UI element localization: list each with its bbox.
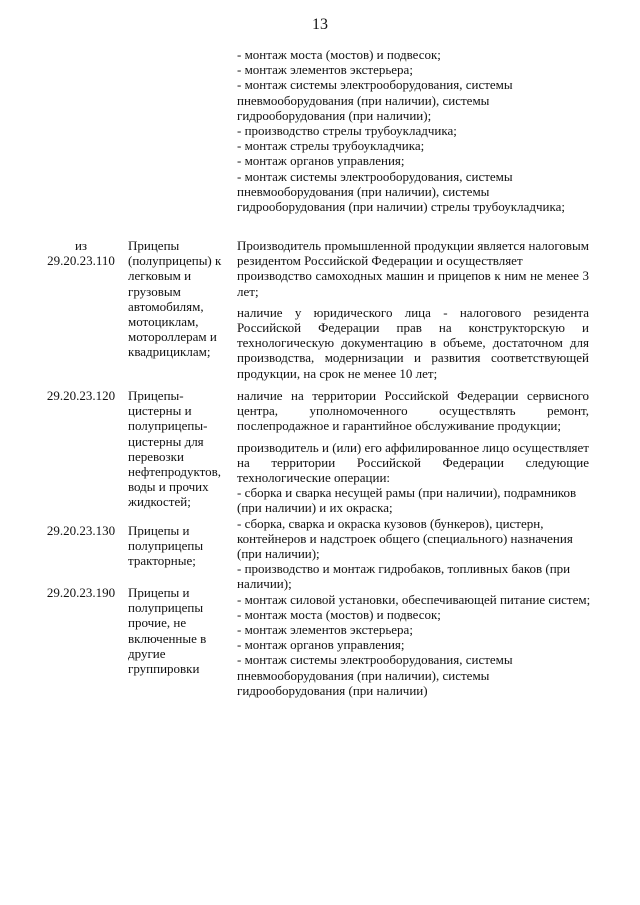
text-line: Производитель промышленной продукции является налоговым (237, 238, 589, 253)
text-line: нефтепродуктов, (128, 464, 221, 480)
text-line: жидкостей; (128, 494, 191, 510)
code-number: 29.20.23.130 (46, 523, 116, 538)
product-requirements (237, 388, 589, 698)
text-line: послепродажное и гарантийное обслуживание продукции; (237, 418, 561, 434)
text-line: Прицепы (128, 238, 180, 253)
text-line: продукции, на срок не менее 10 лет; (237, 365, 438, 381)
text-line: группировки (128, 661, 200, 677)
product-name (128, 388, 228, 510)
requirement-paragraph (237, 440, 589, 698)
text-line: - монтаж моста (мостов) и подвесок; (237, 606, 441, 622)
text-line: - сборка, сварка и окраска кузовов (бункеров), цистерн, (237, 515, 544, 531)
text-line: контейнеров и надстроек общего (специального) назначения (237, 530, 573, 546)
text-line: - монтаж органов управления; (237, 637, 405, 653)
text-line: прочие, не (128, 615, 187, 631)
product-code (36, 388, 126, 403)
text-line: Российской Федерации прав на конструкторскую и (237, 320, 589, 336)
product-code (36, 238, 126, 268)
text-line: - монтаж элементов экстерьера; (237, 62, 413, 78)
product-name (128, 523, 228, 569)
text-line: - монтаж элементов экстерьера; (237, 622, 413, 638)
text-line: наличии); (237, 576, 292, 592)
text-line: перевозки (128, 448, 184, 464)
text-line: лет; (237, 283, 259, 299)
text-line: мотороллерам и (128, 329, 217, 345)
text-line: - монтаж моста (мостов) и подвесок; (237, 47, 441, 62)
text-line: цистерны и (128, 403, 192, 419)
text-line: резидентом Российской Федерации и осуществляет (237, 253, 523, 269)
text-line: технологическую документацию в объеме, достаточном для (237, 335, 589, 351)
requirement-paragraph (237, 388, 589, 434)
code-number: 29.20.23.190 (46, 585, 116, 600)
text-line: полуприцепы- (128, 418, 208, 434)
product-name (128, 238, 228, 360)
text-line: - монтаж силовой установки, обеспечивающей питание систем; (237, 591, 591, 607)
text-line: воды и прочих (128, 479, 209, 495)
product-code (36, 585, 126, 600)
code-number: 29.20.23.110 (47, 253, 115, 269)
product-name (128, 585, 228, 676)
text-line: наличие у юридического лица - налогового резидента (237, 304, 589, 320)
text-line: гидрооборудования (при наличии); (237, 107, 432, 123)
code-prefix: из (74, 238, 88, 253)
text-line: мотоциклам, (128, 314, 199, 330)
text-line: тракторные; (128, 553, 196, 569)
text-line: - монтаж стрелы трубоукладчика; (237, 138, 425, 154)
text-line: - производство стрелы трубоукладчика; (237, 123, 457, 139)
text-line: квадрициклам; (128, 344, 211, 360)
top-block-operations (237, 47, 589, 214)
text-line: - сборка и сварка несущей рамы (при наличии), подрамников (237, 485, 577, 501)
text-line: (при наличии); (237, 546, 320, 562)
text-line: - монтаж системы электрооборудования, системы (237, 652, 513, 668)
requirement-paragraph (237, 305, 589, 381)
text-line: легковым и (128, 268, 192, 284)
text-line: грузовым (128, 283, 181, 299)
text-line: пневмооборудования (при наличии), системы (237, 183, 490, 199)
text-line: другие (128, 645, 166, 661)
requirement-paragraph (237, 238, 589, 299)
text-line: цистерны для (128, 433, 204, 449)
text-line: центра, уполномоченного осуществлять ремонт, (237, 403, 589, 419)
text-line: включенные в (128, 630, 207, 646)
code-number: 29.20.23.120 (46, 388, 116, 403)
text-line: - монтаж органов управления; (237, 153, 405, 169)
text-line: - монтаж системы электрооборудования, системы (237, 77, 513, 93)
text-line: (при наличии) и их окраска; (237, 500, 393, 516)
text-line: технологические операции: (237, 470, 391, 486)
text-line: наличие на территории Российской Федерации сервисного (237, 388, 589, 403)
text-line: полуприцепы (128, 538, 204, 554)
text-line: - монтаж системы электрооборудования, системы (237, 168, 513, 184)
text-line: полуприцепы (128, 600, 204, 616)
text-line: автомобилям, (128, 298, 204, 314)
text-line: - производство и монтаж гидробаков, топливных баков (при (237, 561, 571, 577)
text-line: Прицепы и (128, 523, 190, 538)
product-code (36, 523, 126, 538)
text-line: на территории Российской Федерации следующие (237, 454, 589, 470)
text-line: производства, модернизации и развития соответствующей (237, 350, 589, 366)
text-line: гидрооборудования (при наличии) стрелы трубоукладчика; (237, 199, 565, 215)
text-line: гидрооборудования (при наличии) (237, 682, 428, 698)
product-requirements (237, 238, 589, 381)
text-line: пневмооборудования (при наличии), системы (237, 92, 490, 108)
text-line: пневмооборудования (при наличии), системы (237, 667, 490, 683)
text-line: Прицепы- (128, 388, 184, 403)
page-number: 13 (312, 16, 328, 33)
text-line: (полуприцепы) к (128, 253, 222, 269)
text-line: производитель и (или) его аффилированное лицо осуществляет (237, 439, 589, 455)
text-line: производство самоходных машин и прицепов к ним не менее 3 (237, 268, 589, 284)
text-line: Прицепы и (128, 585, 190, 600)
